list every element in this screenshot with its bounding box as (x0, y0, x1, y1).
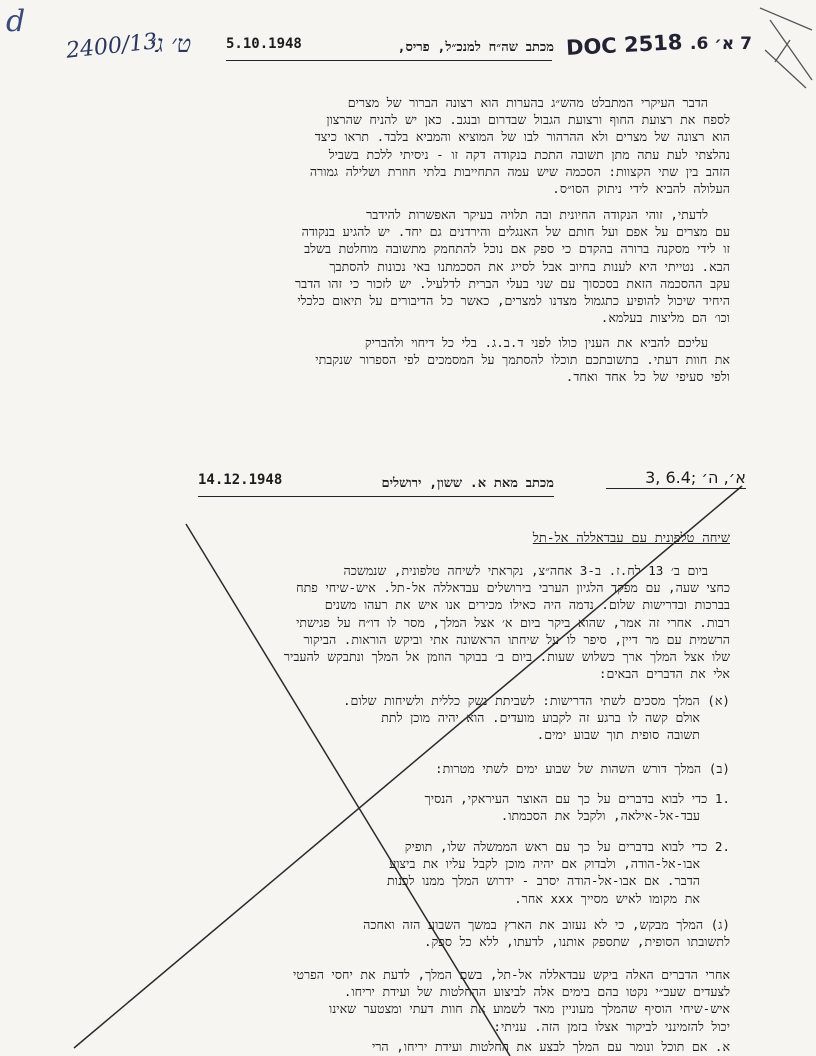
text-line: הבא. נטייתי היא לענות בחיוב אבל לסייג את הסכמתנו באי נכונות להסתבך (329, 258, 730, 274)
text-line: הדבר העיקרי המתבלט מהש״ג בהערות הוא רצונה הברור של מצרים (347, 95, 708, 110)
text-line: עם מצרים על אפם ועל חותם של האנגלים והירדנים גם יחד. יש להגיע בנקודה (301, 224, 730, 240)
letter1-date: 5.10.1948 (226, 36, 302, 52)
text-line: את חוות דעתי. בתשובתכם תוכלו להסתמך על המסמכים לפי הספרור שנקבתי (315, 352, 730, 368)
folio-stamp: 7 א׳ 6. (690, 34, 752, 54)
letter2-subject: שיחה טלפונית עם עבדאללה אל-תל (532, 531, 730, 546)
text-line: ולפי סעיפי של כל אחד ואחד. (565, 369, 730, 385)
handwritten-reference: 2400/13 (64, 29, 159, 64)
letter2-date: 14.12.1948 (198, 472, 283, 488)
text-line: לספח את רצועת החוף ורצועת הגבול שבדרום ובנגב. כאן יש להניח שהרצון (326, 112, 730, 128)
text-line: לתשובתו הסופית, שתספק אותנו, לדעתו, ללא כל ספק. (423, 934, 730, 950)
handwritten-hebrew-note: ט׳ ג׳ (150, 30, 192, 58)
text-line: (ג) המלך מבקש, כי לא נעזוב את הארץ במשך השבוע הזה ואחכה (363, 917, 730, 932)
margin-scribble: d (6, 4, 26, 39)
text-line: איש-שיחי הוסיף שהמלך מעוניין מאד לשמוע את חוות דעתי ומצטער שאינו (328, 1001, 730, 1017)
letter1-header-text: מכתב שה״ח למנכ״ל, פריס, (397, 40, 554, 55)
text-line: עבד-אל-אילאה, ולקבל את הסכמתו. (500, 808, 700, 824)
text-line: לדעתי, זוהי הנקודה החיונית ובה תלויה בעיקר האפשרות להידבר (366, 207, 708, 222)
document-stamp: DOC 2518 (565, 29, 684, 61)
text-line: כחצי שעה, עם מפקד הלגיון הערבי בירושלים עבדאללה אל-תל. איש-שיחי פתח (296, 580, 730, 596)
text-line: הוא רצונה של מצרים ולא ההרהור לבו של המוציא והמביא בלבד. תראו כיצד (314, 129, 730, 145)
text-line: א. אם תוכל ונומר עם המלך לבצע את החלטות ועידת יריחו, הרי (371, 1039, 730, 1054)
text-line: אחרי הדברים האלה ביקש עבדאללה אל-תל, בשם המלך, לדעת את יחסי הפרטי (293, 967, 730, 982)
text-line: זו לידי מסקנה ברורה בהקדם כי ספק אם נוכל להתחמק מתשובה מוחלטת בשלב (304, 241, 730, 257)
text-line: (ב) המלך דורש השהות של שבוע ימים לשתי מטרות: (435, 761, 730, 776)
text-line: עליכם להביא את הענין כולו לפני ד.ב.ג. בלי כל דיחוי ולהבריק (364, 335, 708, 350)
text-line: תשובה סופית תוך שבוע ימים. (536, 727, 700, 743)
text-line: שלו אצל המלך ארך כשלוש שעות. ביום ב׳ בבוקר הוזמן אל המלך ונתבקש להעביר (283, 649, 730, 665)
text-line: אבו-אל-הודה, ולבדוק אם יהיה מוכן לקבל עליו את ביצוע (389, 856, 700, 872)
text-line: אלי את הדברים הבאים: (598, 666, 730, 682)
text-line: הרשמית עם מר דיין, סיפר לו על שיחתו הראשונה אתי וביקש הוראות. הביקור (303, 631, 730, 647)
text-line: ביום ב׳ 13 לח.ז. ב-3 אחה״צ, נקראתי לשיחה טלפונית, שנמשכה (343, 563, 708, 578)
text-line: רבות. אחרי זה אמר, שהוא ביקר ביום א׳ אצל המלך, מסר לו דו״ח על פגישתי (296, 614, 730, 630)
text-line: העלולה להביא לידי ניתוק הסו״ס. (552, 181, 730, 197)
text-line: נהלצתי לעת עתה מתן תשובה התכת בנקודה דקה זו - ניסיתי ללכת בשביל (328, 146, 730, 162)
text-line: אולם קשה לו ברגע זה לקבוע מועדים. הוא יהיה מוכן לתת (381, 710, 700, 726)
letter2-section-ref: א׳, ה׳ ;6.4 ,3 (645, 468, 746, 487)
cross-out-line-2 (74, 486, 742, 1048)
text-line: הדבר. אם אבו-אל-הודה יסרב - ידרוש המלך ממנו לפנות (387, 873, 700, 889)
text-line: בברכות ובדרישות שלום. נדמה היה כאילו מכירים אנו איש את רעהו משנים (324, 597, 730, 613)
text-line: הזהב בין שתי הקצוות: הסכמה שיש עמה התחייבות בלתי חוזרת ושלילה גמורה (309, 163, 730, 179)
text-line: היחיד שיכול להופיע כתגמול מצדנו למצרים, כאשר כל הדיבורים על תיאום כלכלי (297, 293, 730, 309)
text-line: את מקומו לאיש מסייך xxx אחר. (514, 890, 700, 906)
text-line: וכו׳ הם מליצות בעלמא. (600, 310, 730, 326)
text-line: עקב ההסכמה הזאת בסכסוך עם שני בעלי הברית לדלעיל. יש לזכור כי זהו הדבר (294, 275, 730, 291)
letter2-header-text: מכתב מאת א. ששון, ירושלים (381, 476, 554, 491)
cross-out-line-1 (186, 524, 510, 1056)
text-line: .2 כדי לבוא בדברים על כך עם ראש הממשלה שלו, תופיק (404, 839, 730, 854)
text-line: לצעדים שעב״י נקטו בהם בימים אלה לביצוע ההחלטות של ועידת יריחו. (343, 984, 730, 1000)
text-line: (א) המלך מסכים לשתי הדרישות: לשביתת נשק כללית ולשיחות שלום. (342, 693, 730, 708)
text-line: .1 כדי לבוא בדברים על כך עם האוצר העיראקי, הנסיך (424, 791, 730, 806)
text-line: יכול להזמינני לביקור אצלו בזמן הזה. עניתי: (493, 1018, 730, 1034)
